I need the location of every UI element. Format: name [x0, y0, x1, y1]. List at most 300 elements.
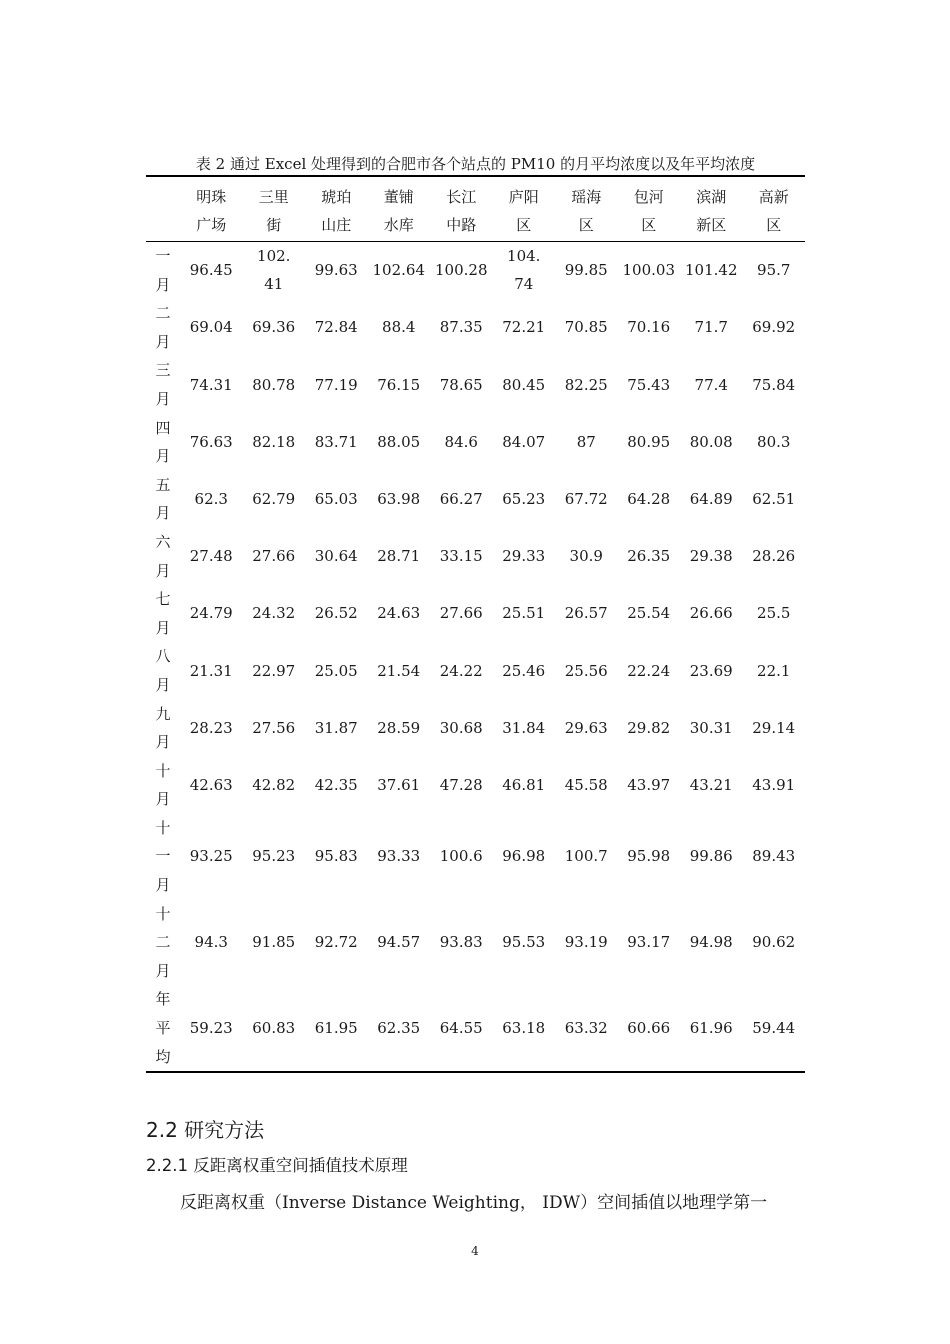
cell-value: 91.85 — [252, 933, 296, 952]
table-cell — [368, 700, 431, 757]
cell-value: 21.31 — [189, 661, 233, 680]
cell-value: 99.86 — [689, 847, 733, 866]
cell-value: 95.23 — [252, 847, 296, 866]
table-cell — [243, 642, 306, 699]
cell-value: 94.57 — [377, 933, 421, 952]
row-label: 十一月 — [155, 818, 171, 895]
cell-value: 47.28 — [439, 775, 483, 794]
section-heading: 2.2 研究方法 — [146, 1118, 265, 1142]
cell-value: 87 — [576, 432, 596, 451]
table-cell — [555, 242, 618, 300]
cell-value: 28.23 — [189, 718, 233, 737]
table-cell — [368, 471, 431, 528]
table-cell — [743, 757, 806, 814]
row-label-cell — [146, 985, 180, 1072]
cell-value: 25.05 — [314, 661, 358, 680]
table-cell — [493, 757, 556, 814]
cell-value: 80.95 — [627, 432, 671, 451]
table-cell — [618, 585, 681, 642]
cell-value: 94.98 — [689, 933, 733, 952]
row-label: 三月 — [155, 361, 171, 408]
cell-value: 65.23 — [502, 490, 546, 509]
cell-value: 94.3 — [194, 933, 228, 952]
cell-value: 84.6 — [444, 432, 478, 451]
cell-value: 72.21 — [502, 318, 546, 337]
cell-value: 30.31 — [689, 718, 733, 737]
row-label: 年平均 — [155, 990, 171, 1066]
table-cell — [618, 642, 681, 699]
cell-value: 43.21 — [689, 775, 733, 794]
table-cell — [680, 985, 743, 1072]
table-cell — [180, 900, 243, 986]
cell-value: 25.46 — [502, 661, 546, 680]
table-cell — [493, 900, 556, 986]
table-cell — [430, 985, 493, 1072]
cell-value: 31.84 — [502, 718, 546, 737]
cell-value: 99.85 — [564, 261, 608, 280]
cell-value: 77.4 — [694, 375, 728, 394]
table-cell — [368, 414, 431, 471]
table-cell — [305, 642, 368, 699]
table-cell — [305, 414, 368, 471]
column-header-label: 琥珀山庄 — [321, 188, 352, 234]
table-cell — [680, 299, 743, 356]
cell-value: 100.03 — [622, 261, 675, 280]
table-cell — [305, 242, 368, 300]
cell-value: 104.74 — [507, 247, 541, 294]
cell-value: 99.63 — [314, 261, 358, 280]
table-cell — [243, 900, 306, 986]
row-label-cell — [146, 242, 180, 300]
table-cell — [618, 299, 681, 356]
table-cell — [680, 528, 743, 585]
cell-value: 64.55 — [439, 1019, 483, 1038]
row-label: 五月 — [155, 475, 171, 523]
table-body — [146, 242, 805, 1073]
table-cell — [618, 242, 681, 300]
cell-value: 75.84 — [752, 375, 796, 394]
column-header-label: 三里街 — [258, 188, 289, 234]
table-cell — [555, 528, 618, 585]
cell-value: 93.19 — [564, 933, 608, 952]
row-label: 十月 — [155, 761, 171, 809]
cell-value: 83.71 — [314, 432, 358, 451]
table-cell — [680, 757, 743, 814]
table-cell — [555, 356, 618, 413]
table-cell — [243, 528, 306, 585]
cell-value: 93.17 — [627, 933, 671, 952]
cell-value: 42.82 — [252, 775, 296, 794]
table-cell — [493, 985, 556, 1072]
column-header-label: 瑶海区 — [571, 188, 602, 234]
table-cell — [555, 471, 618, 528]
table-row — [146, 985, 805, 1072]
row-label-cell — [146, 299, 180, 356]
cell-value: 22.97 — [252, 661, 296, 680]
cell-value: 82.25 — [564, 375, 608, 394]
cell-value: 100.28 — [435, 261, 488, 280]
table-cell — [368, 900, 431, 986]
row-label: 十二月 — [155, 904, 171, 980]
cell-value: 27.48 — [189, 547, 233, 566]
table-cell — [493, 299, 556, 356]
cell-value: 25.54 — [627, 604, 671, 623]
cell-value: 95.83 — [314, 847, 358, 866]
cell-value: 29.14 — [752, 718, 796, 737]
cell-value: 43.97 — [627, 775, 671, 794]
table-cell — [243, 471, 306, 528]
cell-value: 63.32 — [564, 1019, 608, 1038]
cell-value: 66.27 — [439, 490, 483, 509]
page-number: 4 — [471, 1244, 479, 1258]
table-row — [146, 585, 805, 642]
table-cell — [743, 985, 806, 1072]
table-cell — [555, 700, 618, 757]
cell-value: 60.83 — [252, 1019, 296, 1038]
row-label-cell — [146, 700, 180, 757]
cell-value: 21.54 — [377, 661, 421, 680]
table-cell — [430, 356, 493, 413]
table-cell — [493, 700, 556, 757]
cell-value: 45.58 — [564, 775, 608, 794]
table-cell — [680, 414, 743, 471]
cell-value: 60.66 — [627, 1019, 671, 1038]
table-cell — [180, 242, 243, 300]
cell-value: 78.65 — [439, 375, 483, 394]
row-label-cell — [146, 900, 180, 986]
table-cell — [618, 414, 681, 471]
table-cell — [743, 471, 806, 528]
table-cell — [618, 356, 681, 413]
table-cell — [243, 814, 306, 900]
table-cell — [618, 700, 681, 757]
column-header — [555, 176, 618, 242]
column-header-label: 明珠广场 — [196, 188, 227, 234]
cell-value: 63.98 — [377, 490, 421, 509]
cell-value: 28.59 — [377, 718, 421, 737]
table-cell — [493, 471, 556, 528]
cell-value: 30.64 — [314, 547, 358, 566]
column-header — [180, 176, 243, 242]
cell-value: 74.31 — [189, 375, 233, 394]
column-header — [243, 176, 306, 242]
cell-value: 89.43 — [752, 847, 796, 866]
column-header-label: 滨湖新区 — [696, 188, 727, 234]
table-cell — [680, 242, 743, 300]
cell-value: 27.66 — [439, 604, 483, 623]
cell-value: 24.79 — [189, 604, 233, 623]
cell-value: 69.04 — [189, 318, 233, 337]
table-cell — [680, 642, 743, 699]
cell-value: 71.7 — [694, 318, 728, 337]
table-cell — [743, 814, 806, 900]
table-row — [146, 356, 805, 413]
cell-value: 27.56 — [252, 718, 296, 737]
table-cell — [680, 585, 743, 642]
table-cell — [368, 585, 431, 642]
cell-value: 29.63 — [564, 718, 608, 737]
cell-value: 63.18 — [502, 1019, 546, 1038]
table-cell — [618, 814, 681, 900]
row-label: 四月 — [155, 418, 171, 466]
table-cell — [680, 900, 743, 986]
cell-value: 90.62 — [752, 933, 796, 952]
table-row — [146, 900, 805, 986]
pm10-table — [146, 175, 805, 1073]
cell-value: 76.63 — [189, 432, 233, 451]
row-label-cell — [146, 585, 180, 642]
cell-value: 24.32 — [252, 604, 296, 623]
cell-value: 26.52 — [314, 604, 358, 623]
row-label-cell — [146, 528, 180, 585]
table-cell — [618, 757, 681, 814]
cell-value: 29.33 — [502, 547, 546, 566]
row-label: 六月 — [155, 532, 171, 580]
table-cell — [743, 700, 806, 757]
column-header — [493, 176, 556, 242]
table-cell — [430, 471, 493, 528]
column-header-label: 董铺水库 — [383, 188, 414, 234]
table-cell — [243, 585, 306, 642]
cell-value: 93.25 — [189, 847, 233, 866]
cell-value: 82.18 — [252, 432, 296, 451]
table-cell — [555, 299, 618, 356]
table-cell — [430, 242, 493, 300]
cell-value: 80.08 — [689, 432, 733, 451]
cell-value: 29.82 — [627, 718, 671, 737]
cell-value: 42.35 — [314, 775, 358, 794]
cell-value: 100.6 — [439, 847, 483, 866]
table-cell — [180, 985, 243, 1072]
row-label-cell — [146, 471, 180, 528]
column-header-label: 庐阳区 — [508, 188, 539, 234]
table-cell — [430, 814, 493, 900]
table-row — [146, 471, 805, 528]
cell-value: 61.95 — [314, 1019, 358, 1038]
cell-value: 96.98 — [502, 847, 546, 866]
table-cell — [243, 700, 306, 757]
cell-value: 92.72 — [314, 933, 358, 952]
table-cell — [305, 356, 368, 413]
table-cell — [743, 414, 806, 471]
table-cell — [368, 242, 431, 300]
cell-value: 88.05 — [377, 432, 421, 451]
table-cell — [430, 585, 493, 642]
cell-value: 64.28 — [627, 490, 671, 509]
table-cell — [743, 299, 806, 356]
header-corner — [146, 176, 180, 242]
table-cell — [555, 585, 618, 642]
table-cell — [368, 757, 431, 814]
cell-value: 22.24 — [627, 661, 671, 680]
cell-value: 102.41 — [257, 247, 291, 294]
table-cell — [430, 299, 493, 356]
column-header-label: 长江中路 — [446, 188, 477, 234]
cell-value: 24.22 — [439, 661, 483, 680]
table-cell — [243, 356, 306, 413]
table-cell — [180, 299, 243, 356]
row-label: 一月 — [155, 247, 171, 294]
table-cell — [493, 642, 556, 699]
table-cell — [680, 700, 743, 757]
cell-value: 25.51 — [502, 604, 546, 623]
cell-value: 64.89 — [689, 490, 733, 509]
cell-value: 27.66 — [252, 547, 296, 566]
table-cell — [555, 757, 618, 814]
table-cell — [430, 528, 493, 585]
cell-value: 43.91 — [752, 775, 796, 794]
table-cell — [180, 642, 243, 699]
table-cell — [493, 414, 556, 471]
column-header — [680, 176, 743, 242]
row-label: 二月 — [155, 304, 171, 351]
column-header-label: 包河区 — [633, 188, 664, 234]
row-label: 八月 — [155, 647, 171, 694]
cell-value: 46.81 — [502, 775, 546, 794]
cell-value: 76.15 — [377, 375, 421, 394]
column-header-label: 高新区 — [758, 188, 789, 234]
cell-value: 26.35 — [627, 547, 671, 566]
table-cell — [743, 642, 806, 699]
table-header-row — [146, 176, 805, 242]
table-cell — [680, 814, 743, 900]
cell-value: 31.87 — [314, 718, 358, 737]
subsection-heading: 2.2.1 反距离权重空间插值技术原理 — [146, 1156, 408, 1175]
cell-value: 61.96 — [689, 1019, 733, 1038]
cell-value: 62.79 — [252, 490, 296, 509]
table-cell — [180, 528, 243, 585]
table-cell — [368, 814, 431, 900]
cell-value: 62.51 — [752, 490, 796, 509]
table-cell — [180, 585, 243, 642]
cell-value: 69.92 — [752, 318, 796, 337]
cell-value: 84.07 — [502, 432, 546, 451]
table-cell — [180, 471, 243, 528]
table-cell — [555, 900, 618, 986]
table-cell — [305, 757, 368, 814]
table-cell — [493, 814, 556, 900]
table-cell — [555, 814, 618, 900]
table-cell — [493, 242, 556, 300]
cell-value: 62.3 — [194, 490, 228, 509]
table-cell — [555, 642, 618, 699]
table-cell — [243, 985, 306, 1072]
cell-value: 72.84 — [314, 318, 358, 337]
cell-value: 80.3 — [757, 432, 791, 451]
table-cell — [680, 356, 743, 413]
column-header — [368, 176, 431, 242]
table-cell — [743, 528, 806, 585]
table-cell — [305, 585, 368, 642]
table-row — [146, 299, 805, 356]
table-cell — [305, 900, 368, 986]
row-label-cell — [146, 814, 180, 900]
table-cell — [180, 757, 243, 814]
row-label-cell — [146, 757, 180, 814]
table-row — [146, 528, 805, 585]
table-cell — [305, 985, 368, 1072]
table-row — [146, 414, 805, 471]
table-cell — [493, 356, 556, 413]
table-row — [146, 700, 805, 757]
cell-value: 70.16 — [627, 318, 671, 337]
table-cell — [180, 414, 243, 471]
cell-value: 100.7 — [564, 847, 608, 866]
cell-value: 95.98 — [627, 847, 671, 866]
table-cell — [743, 585, 806, 642]
table-row — [146, 757, 805, 814]
column-header — [430, 176, 493, 242]
row-label: 七月 — [155, 590, 171, 637]
cell-value: 88.4 — [382, 318, 416, 337]
row-label-cell — [146, 642, 180, 699]
row-label: 九月 — [155, 704, 171, 752]
table-cell — [243, 414, 306, 471]
table-caption: 表 2 通过 Excel 处理得到的合肥市各个站点的 PM10 的月平均浓度以及年平均浓度 — [195, 155, 756, 173]
table-cell — [243, 299, 306, 356]
table-cell — [305, 299, 368, 356]
cell-value: 80.78 — [252, 375, 296, 394]
cell-value: 33.15 — [439, 547, 483, 566]
table-cell — [180, 356, 243, 413]
cell-value: 70.85 — [564, 318, 608, 337]
table-row — [146, 242, 805, 300]
table-cell — [305, 814, 368, 900]
table-cell — [180, 814, 243, 900]
table-cell — [305, 471, 368, 528]
cell-value: 25.56 — [564, 661, 608, 680]
cell-value: 65.03 — [314, 490, 358, 509]
table-cell — [493, 528, 556, 585]
cell-value: 69.36 — [252, 318, 296, 337]
table-cell — [618, 900, 681, 986]
cell-value: 95.7 — [757, 261, 791, 280]
table-cell — [368, 642, 431, 699]
table-cell — [368, 985, 431, 1072]
column-header — [305, 176, 368, 242]
cell-value: 77.19 — [314, 375, 358, 394]
body-paragraph: 反距离权重（Inverse Distance Weighting， IDW）空间插值以地理学第一 — [180, 1193, 768, 1213]
table-cell — [243, 242, 306, 300]
table-row — [146, 814, 805, 900]
cell-value: 102.64 — [372, 261, 425, 280]
cell-value: 25.5 — [757, 604, 791, 623]
table-cell — [743, 356, 806, 413]
table-cell — [618, 985, 681, 1072]
cell-value: 26.66 — [689, 604, 733, 623]
table-cell — [743, 242, 806, 300]
cell-value: 93.83 — [439, 933, 483, 952]
cell-value: 23.69 — [689, 661, 733, 680]
cell-value: 96.45 — [189, 261, 233, 280]
cell-value: 93.33 — [377, 847, 421, 866]
cell-value: 59.44 — [752, 1019, 796, 1038]
cell-value: 30.9 — [569, 547, 603, 566]
table-row — [146, 642, 805, 699]
table-cell — [305, 700, 368, 757]
cell-value: 22.1 — [757, 661, 791, 680]
cell-value: 67.72 — [564, 490, 608, 509]
cell-value: 42.63 — [189, 775, 233, 794]
table-cell — [430, 414, 493, 471]
cell-value: 29.38 — [689, 547, 733, 566]
table-cell — [430, 700, 493, 757]
table-cell — [305, 528, 368, 585]
cell-value: 28.26 — [752, 547, 796, 566]
cell-value: 30.68 — [439, 718, 483, 737]
cell-value: 80.45 — [502, 375, 546, 394]
table-cell — [555, 985, 618, 1072]
